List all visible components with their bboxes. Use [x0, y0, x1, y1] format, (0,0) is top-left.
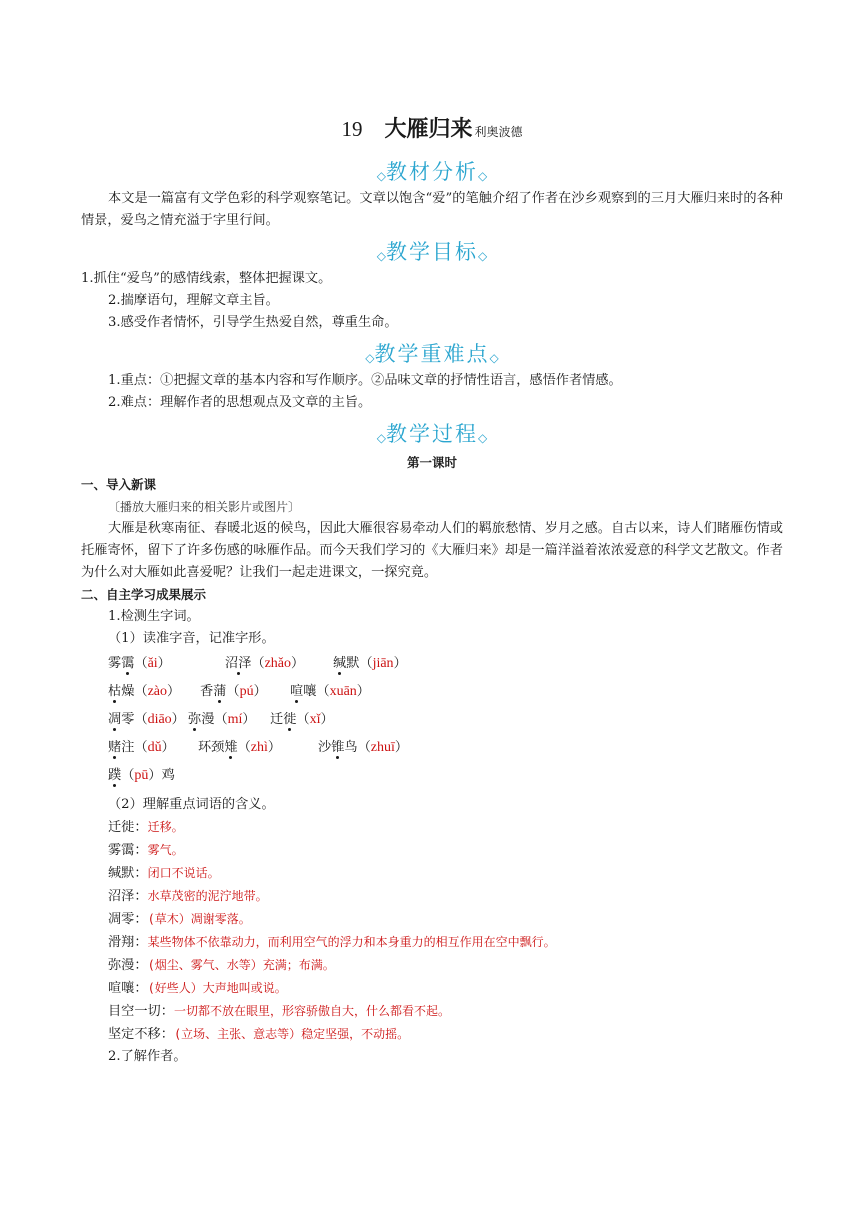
section-heading-process [81, 418, 783, 450]
definition-text: 一切都不放在眼里，形容骄傲自大，什么都看不起。 [173, 1004, 450, 1018]
pinyin-word: 缄默（jiān） [333, 656, 407, 671]
pinyin: pú [239, 684, 254, 699]
class-period-title: 第一课时 [406, 455, 457, 470]
definition-term: 沼泽： [108, 889, 148, 904]
pinyin: mí [227, 712, 243, 727]
document-page [81, 112, 783, 1068]
pinyin-row [81, 734, 783, 762]
definition-item [81, 908, 783, 931]
pinyin-row [81, 678, 783, 706]
diamond-icon: ◇ [478, 169, 488, 183]
definition-text: 某些物体不依靠动力，而利用空气的浮力和本身重力的相互作用在空中飘行。 [147, 935, 556, 949]
section-title: 教学重难点 [374, 342, 490, 366]
definition-term: 凋零： [108, 912, 148, 927]
pinyin-word: 香蒲（pú） [200, 684, 267, 699]
pinyin-word: 枯燥（zào） [108, 684, 181, 699]
diamond-icon: ◇ [376, 431, 386, 445]
goal-item: 3.感受作者情怀，引导学生热爱自然，尊重生命。 [108, 315, 398, 330]
pinyin: zhì [250, 740, 268, 755]
pinyin-word: 弥漫（mí） [188, 712, 256, 727]
definition-term: 缄默： [108, 866, 148, 881]
pinyin-word: 迁徙（xǐ） [270, 712, 334, 727]
pinyin-word: 沙锥鸟（zhuī） [318, 740, 409, 755]
part2-sub1: （1）读准字音，记准字形。 [108, 631, 275, 646]
definition-item [81, 954, 783, 977]
pinyin-word: 环颈雉（zhì） [198, 740, 282, 755]
pinyin: pū [134, 768, 149, 783]
definition-text: (立场、主张、意志等）稳定坚强，不动摇。 [173, 1027, 410, 1041]
definition-item [81, 1000, 783, 1023]
goal-item: 2.揣摩语句，理解文章主旨。 [108, 293, 279, 308]
diamond-icon: ◇ [376, 169, 386, 183]
pinyin: dǔ [147, 740, 162, 755]
definition-text: (烟尘、雾气、水等）充满；布满。 [147, 958, 335, 972]
pinyin: diāo [147, 712, 172, 727]
analysis-paragraph: 本文是一篇富有文学色彩的科学观察笔记。文章以饱含“爱”的笔触介绍了作者在沙乡观察到的三月大雁归来时的各种情景，爱鸟之情充溢于字里行间。 [81, 191, 783, 228]
section-title: 教材分析 [386, 160, 478, 184]
part1-heading: 一、导入新课 [81, 477, 157, 492]
lesson-number: 19 [341, 117, 363, 141]
pinyin-row [81, 706, 783, 734]
lesson-name: 大雁归来 [384, 117, 473, 142]
diamond-icon: ◇ [489, 351, 499, 365]
definition-list [81, 816, 783, 1046]
pinyin: zhuī [370, 740, 395, 755]
goal-item: 1.抓住“爱鸟”的感情线索，整体把握课文。 [81, 271, 332, 286]
lesson-title [81, 112, 783, 146]
key-point-item: 1.重点：①把握文章的基本内容和写作顺序。②品味文章的抒情性语言，感悟作者情感。 [108, 373, 622, 388]
pinyin-word: 蹼（pū）鸡 [108, 768, 175, 783]
definition-item [81, 1023, 783, 1046]
section-title: 教学过程 [386, 422, 478, 446]
definition-term: 喧嚷： [108, 981, 148, 996]
definition-item [81, 839, 783, 862]
pinyin: zào [147, 684, 167, 699]
diamond-icon: ◇ [478, 431, 488, 445]
pinyin: xuān [329, 684, 357, 699]
definition-item [81, 862, 783, 885]
definition-term: 弥漫： [108, 958, 148, 973]
pinyin-word: 沼泽（zhǎo） [225, 656, 305, 671]
definition-text: 闭口不说话。 [147, 866, 220, 880]
pinyin: zhǎo [264, 656, 291, 671]
definition-text: 水草茂密的泥泞地带。 [147, 889, 268, 903]
definition-term: 坚定不移： [108, 1027, 174, 1042]
pinyin: xǐ [309, 712, 321, 727]
part2-heading: 二、自主学习成果展示 [81, 587, 207, 602]
section-heading-analysis [81, 156, 783, 188]
pinyin-word: 雾霭（ǎi） [108, 656, 171, 671]
part1-paragraph: 大雁是秋寒南征、春暖北返的候鸟，因此大雁很容易牵动人们的羁旅愁情、岁月之感。自古以来，诗人们睹雁伤情或托雁寄怀，留下了许多伤感的咏雁作品。而今天我们学习的《大雁归来》却是一篇洋溢着浓浓爱意的科学文艺散文。作者为什么对大雁如此喜爱呢？让我们一起走进课文，一探究竟。 [81, 521, 783, 580]
definition-term: 目空一切： [108, 1004, 174, 1019]
part2-sub2: （2）理解重点词语的含义。 [108, 797, 275, 812]
section-heading-key-points [81, 338, 783, 370]
pinyin: ǎi [147, 656, 158, 671]
section-heading-goals [81, 236, 783, 268]
definition-text: (草木）凋谢零落。 [147, 912, 251, 926]
part1-note: 〔播放大雁归来的相关影片或图片〕 [108, 500, 301, 514]
diamond-icon: ◇ [376, 249, 386, 263]
part2-item1: 1.检测生字词。 [108, 609, 200, 624]
pinyin-row [81, 762, 783, 790]
definition-term: 迁徙： [108, 820, 148, 835]
definition-item [81, 931, 783, 954]
part2-item2: 2.了解作者。 [108, 1049, 187, 1064]
lesson-author: 利奥波德 [474, 125, 523, 139]
definition-term: 雾霭： [108, 843, 148, 858]
definition-text: 迁移。 [147, 820, 184, 834]
definition-item [81, 977, 783, 1000]
definition-text: (好些人）大声地叫或说。 [147, 981, 287, 995]
pinyin: jiān [372, 656, 394, 671]
definition-text: 雾气。 [147, 843, 184, 857]
definition-item [81, 816, 783, 839]
pinyin-row [81, 650, 783, 678]
definition-term: 滑翔： [108, 935, 148, 950]
pinyin-word: 喧嚷（xuān） [290, 684, 370, 699]
pinyin-word: 赌注（dǔ） [108, 740, 175, 755]
pinyin-list [81, 650, 783, 790]
key-point-item: 2.难点：理解作者的思想观点及文章的主旨。 [108, 395, 372, 410]
section-title: 教学目标 [386, 240, 478, 264]
pinyin-word: 凋零（diāo） [108, 712, 185, 727]
diamond-icon: ◇ [478, 249, 488, 263]
diamond-icon: ◇ [365, 351, 375, 365]
definition-item [81, 885, 783, 908]
